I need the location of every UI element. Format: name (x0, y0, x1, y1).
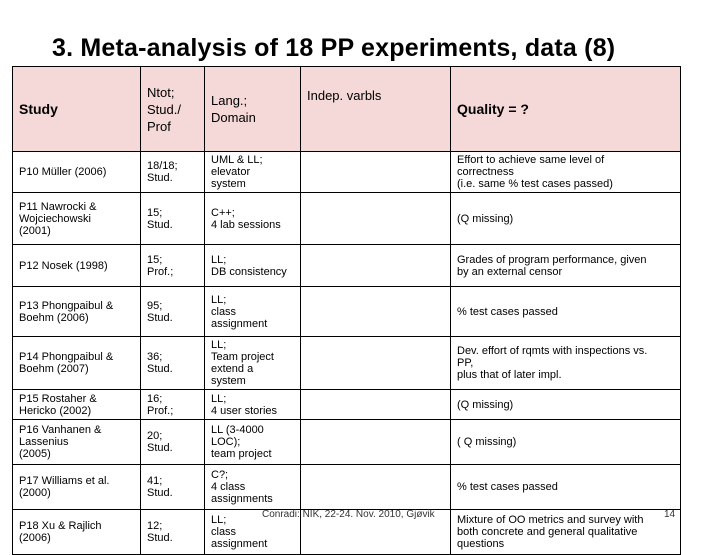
cell-indep (301, 193, 451, 245)
cell-line: 4 lab sessions (211, 218, 281, 231)
cell-quality (451, 337, 681, 390)
cell-line: Stud. (147, 311, 173, 324)
cell-line: Grades of program performance, given (457, 253, 647, 266)
cell-line: class (211, 526, 237, 538)
cell-lang (205, 287, 301, 337)
cell-line: C++; (211, 206, 235, 219)
cell-line: LL; (211, 253, 227, 266)
cell-line: (2000) (19, 487, 51, 499)
cell-line: (Q missing) (457, 212, 514, 225)
cell-line: elevator (211, 166, 251, 178)
cell-lang (205, 465, 301, 510)
cell-indep (301, 152, 451, 193)
cell-line: system (211, 178, 246, 190)
header-ntot-line: Stud./ (147, 101, 181, 117)
cell-line: Stud. (147, 442, 173, 454)
header-lang (205, 67, 301, 152)
cell-line: ( Q missing) (457, 436, 517, 448)
cell-line: (2001) (19, 224, 51, 237)
cell-line: LOC); (211, 436, 241, 448)
cell-line: P12 Nosek (1998) (19, 259, 108, 272)
cell-line: P15 Rostaher & (19, 392, 97, 405)
table-row (13, 420, 681, 465)
header-quality: Quality = ? (451, 67, 681, 152)
cell-lang (205, 337, 301, 390)
table-row (13, 245, 681, 287)
cell-line: (2005) (19, 448, 51, 460)
cell-ntot (141, 465, 205, 510)
cell-line: P13 Phongpaibul & (19, 299, 114, 312)
cell-line: assignment (211, 317, 268, 330)
header-ntot (141, 67, 205, 152)
cell-line: 15; (147, 253, 163, 266)
cell-line: Boehm (2007) (19, 363, 89, 375)
cell-line: LL; (211, 514, 227, 526)
cell-line: 16; (147, 392, 163, 405)
cell-quality (451, 390, 681, 420)
cell-line: 20; (147, 430, 163, 442)
table-row (13, 193, 681, 245)
cell-line: (i.e. same % test cases passed) (457, 178, 613, 190)
cell-line: Stud. (147, 172, 173, 184)
cell-ntot (141, 193, 205, 245)
cell-line: P14 Phongpaibul & (19, 351, 114, 363)
cell-line: Stud. (147, 532, 173, 544)
cell-quality (451, 465, 681, 510)
cell-study (13, 337, 141, 390)
table-header-row (13, 67, 681, 152)
cell-lang (205, 245, 301, 287)
cell-line: Mixture of OO metrics and survey with (457, 514, 644, 526)
cell-study (13, 152, 141, 193)
cell-line: (2006) (19, 532, 51, 544)
header-indep: Indep. varbls (301, 67, 451, 152)
cell-indep (301, 420, 451, 465)
cell-study (13, 465, 141, 510)
cell-line: % test cases passed (457, 481, 558, 493)
cell-indep (301, 465, 451, 510)
cell-line: % test cases passed (457, 305, 558, 318)
cell-line: LL (3-4000 (211, 424, 264, 436)
cell-line: by an external censor (457, 265, 563, 278)
cell-line: C?; (211, 469, 229, 481)
cell-quality (451, 420, 681, 465)
header-ntot-line: Ntot; (147, 84, 175, 100)
cell-line: Effort to achieve same level of (457, 154, 605, 166)
slide-title: 3. Meta-analysis of 18 PP experiments, data (8) (52, 34, 616, 62)
cell-ntot (141, 337, 205, 390)
header-lang-line: Domain (211, 110, 256, 125)
cell-line: (Q missing) (457, 398, 514, 411)
cell-line: P16 Vanhanen & (19, 424, 102, 436)
cell-ntot (141, 510, 205, 555)
header-lang-line: Lang.; (211, 93, 248, 108)
cell-lang (205, 390, 301, 420)
cell-line: LL; (211, 392, 227, 405)
cell-line: 12; (147, 520, 163, 532)
cell-line: 15; (147, 206, 163, 219)
cell-line: 36; (147, 351, 163, 363)
cell-quality (451, 510, 681, 555)
cell-quality (451, 193, 681, 245)
cell-line: Stud. (147, 487, 173, 499)
cell-indep (301, 245, 451, 287)
data-table (12, 66, 681, 555)
table-row (13, 465, 681, 510)
cell-study (13, 193, 141, 245)
cell-line: P18 Xu & Rajlich (19, 520, 102, 532)
cell-line: system (211, 375, 246, 387)
cell-line: 95; (147, 299, 163, 312)
cell-study (13, 510, 141, 555)
table-row (13, 287, 681, 337)
cell-line: assignment (211, 538, 268, 550)
cell-ntot (141, 420, 205, 465)
cell-line: Stud. (147, 363, 173, 375)
cell-line: Boehm (2006) (19, 311, 89, 324)
page-number: 14 (664, 509, 676, 520)
cell-line: LL; (211, 293, 227, 306)
cell-quality (451, 287, 681, 337)
table-row (13, 152, 681, 193)
cell-line: plus that of later impl. (457, 369, 562, 381)
cell-lang (205, 193, 301, 245)
cell-line: Lassenius (19, 436, 69, 448)
cell-line: 41; (147, 475, 163, 487)
cell-line: Wojciechowski (19, 212, 91, 225)
cell-quality (451, 245, 681, 287)
header-ntot-line: Prof (147, 118, 171, 134)
cell-line: assignments (211, 493, 273, 505)
cell-line: Dev. effort of rqmts with inspections vs. (457, 345, 648, 357)
table-row (13, 390, 681, 420)
cell-study (13, 390, 141, 420)
cell-line: DB consistency (211, 265, 287, 278)
cell-line: P17 Williams et al. (19, 475, 110, 487)
cell-line: Team project (211, 351, 274, 363)
cell-lang (205, 420, 301, 465)
cell-indep (301, 337, 451, 390)
cell-line: P10 Müller (2006) (19, 166, 107, 178)
cell-quality (451, 152, 681, 193)
cell-ntot (141, 245, 205, 287)
cell-line: 4 class (211, 481, 246, 493)
cell-study (13, 245, 141, 287)
cell-line: questions (457, 538, 505, 550)
slide-footer: Conradi: NIK, 22-24. Nov. 2010, Gjøvik (262, 509, 435, 520)
cell-line: Prof.; (147, 265, 174, 278)
cell-indep (301, 390, 451, 420)
cell-study (13, 287, 141, 337)
cell-ntot (141, 287, 205, 337)
cell-line: Hericko (2002) (19, 404, 92, 417)
cell-line: P11 Nawrocki & (19, 200, 97, 213)
header-study: Study (13, 67, 141, 152)
cell-line: Stud. (147, 218, 173, 231)
cell-line: team project (211, 448, 272, 460)
cell-indep (301, 287, 451, 337)
cell-study (13, 420, 141, 465)
cell-line: Prof.; (147, 404, 174, 417)
cell-line: extend a (211, 363, 254, 375)
cell-line: LL; (211, 339, 227, 351)
cell-line: correctness (457, 166, 514, 178)
cell-lang (205, 152, 301, 193)
cell-line: PP, (457, 357, 474, 369)
cell-line: 18/18; (147, 160, 178, 172)
cell-line: 4 user stories (211, 404, 278, 417)
cell-line: both concrete and general qualitative (457, 526, 638, 538)
cell-line: UML & LL; (211, 154, 263, 166)
cell-line: class (211, 305, 237, 318)
cell-ntot (141, 152, 205, 193)
cell-ntot (141, 390, 205, 420)
table-row (13, 337, 681, 390)
